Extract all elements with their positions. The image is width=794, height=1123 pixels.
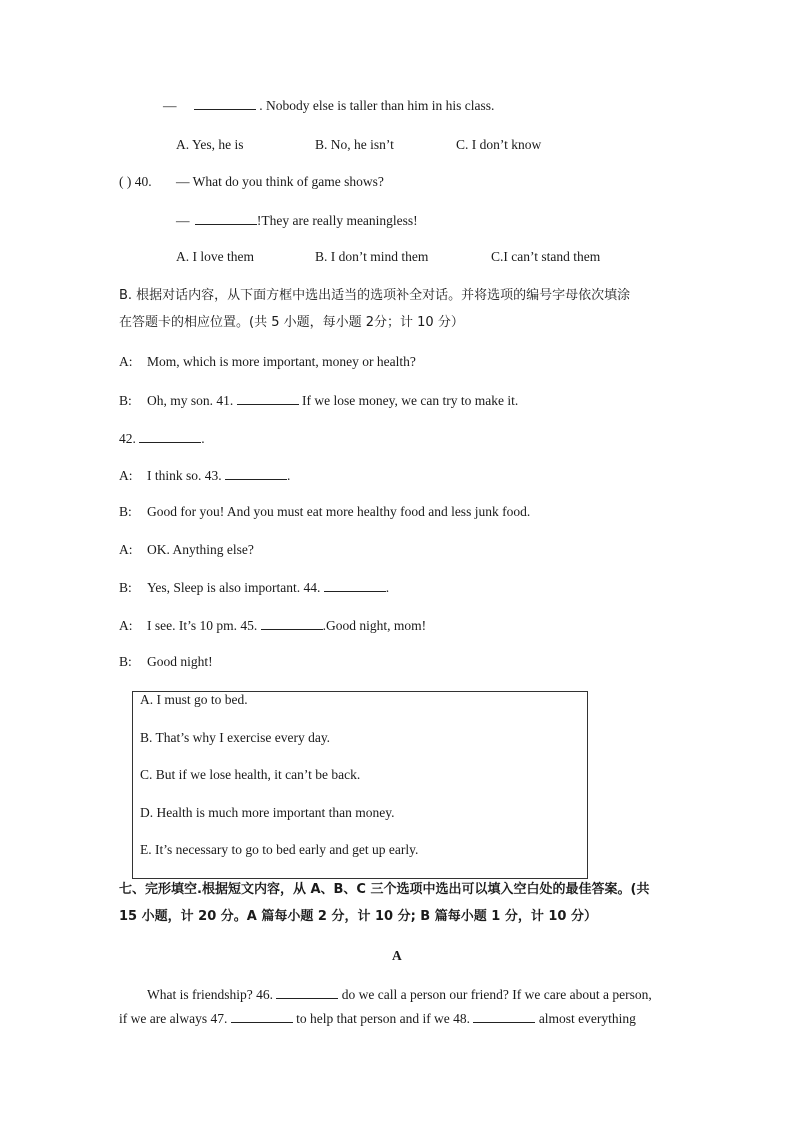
speaker-label: A: [119, 468, 133, 483]
q40-option-b: B. I don’t mind them [315, 249, 429, 264]
q39-answer-blank[interactable] [194, 97, 256, 110]
blank-45[interactable] [261, 617, 323, 630]
dialogue-line-9 [119, 654, 213, 670]
passage-text: What is friendship? 46. [147, 987, 273, 1002]
blank-44[interactable] [324, 579, 386, 592]
dialogue-text: I see. It’s 10 pm. 45. [147, 618, 258, 633]
blank-41[interactable] [237, 392, 299, 405]
section-b-instruction-1: B. 根据对话内容，从下面方框中选出适当的选项补全对话。并将选项的编号字母依次填涂 [119, 288, 631, 303]
speaker-label: A: [119, 354, 133, 369]
q39-option-a: A. Yes, he is [176, 137, 244, 152]
box-option-c: C. But if we lose health, it can’t be back. [140, 767, 361, 782]
dialogue-text-after: . [385, 580, 390, 595]
box-option-d: D. Health is much more important than money. [140, 805, 395, 820]
passage-text: do we call a person our friend? If we care about a person, [338, 987, 652, 1002]
dialogue-text-after: .Good night, mom! [322, 618, 427, 633]
q40-option-a: A. I love them [176, 249, 254, 264]
dialogue-line-7 [119, 579, 389, 596]
dialogue-text: I think so. 43. [147, 468, 222, 483]
dialogue-text: Mom, which is more important, money or health? [147, 354, 416, 369]
dialogue-line-6 [119, 542, 254, 558]
dialogue-line-2 [119, 392, 518, 409]
dialogue-text: Good night! [147, 654, 213, 669]
blank-43[interactable] [225, 467, 287, 480]
passage-line-2 [119, 1010, 636, 1027]
dialogue-text-after: . [287, 468, 291, 483]
q39-text: . Nobody else is taller than him in his class. [255, 98, 495, 113]
dialogue-line-8 [119, 617, 426, 634]
box-option-e: E. It’s necessary to go to bed early and get up early. [140, 842, 419, 857]
q40-answer-blank[interactable] [195, 212, 257, 225]
q40-reply-dash: — [176, 213, 190, 228]
q40-option-c: C.I can’t stand them [491, 249, 601, 264]
speaker-label: B: [119, 504, 132, 519]
dialogue-text: OK. Anything else? [147, 542, 254, 557]
q40-reply-text: !They are really meaningless! [256, 213, 418, 228]
q39-dash: — [163, 98, 177, 113]
dialogue-line-4 [119, 467, 290, 484]
dialogue-text-after: . [201, 431, 205, 446]
dialogue-text: Yes, Sleep is also important. 44. [147, 580, 321, 595]
speaker-label: B: [119, 654, 132, 669]
blank-42[interactable] [139, 430, 201, 443]
dialogue-text-after: If we lose money, we can try to make it. [298, 393, 519, 408]
box-option-a: A. I must go to bed. [140, 692, 248, 707]
speaker-label: B: [119, 393, 132, 408]
speaker-label: A: [119, 542, 133, 557]
q40-question: — What do you think of game shows? [176, 174, 384, 189]
blank-46[interactable] [276, 986, 338, 999]
q39-line [163, 97, 494, 114]
dialogue-line-5 [119, 504, 530, 520]
dialogue-line-1 [119, 354, 416, 370]
dialogue-text: Oh, my son. 41. [147, 393, 234, 408]
q40-reply [176, 212, 418, 229]
section-7-instruction-2: 15 小题，计 20 分。A 篇每小题 2 分，计 10 分; B 篇每小题 1 分，计 10 分） [119, 909, 597, 924]
dialogue-text: Good for you! And you must eat more healthy food and less junk food. [147, 504, 531, 519]
dialogue-text: 42. [119, 431, 136, 446]
section-b-instruction-2: 在答题卡的相应位置。(共 5 小题，每小题 2分；计 10 分） [119, 315, 464, 330]
box-option-b: B. That’s why I exercise every day. [140, 730, 331, 745]
passage-text: if we are always 47. [119, 1011, 228, 1026]
passage-line-1 [147, 986, 652, 1003]
speaker-label: A: [119, 618, 133, 633]
q40-number: ( ) 40. [119, 174, 152, 189]
speaker-label: B: [119, 580, 132, 595]
q39-option-b: B. No, he isn’t [315, 137, 394, 152]
passage-text: almost everything [535, 1011, 636, 1026]
q39-option-c: C. I don’t know [456, 137, 542, 152]
blank-47[interactable] [231, 1010, 293, 1023]
blank-48[interactable] [473, 1010, 535, 1023]
dialogue-line-3 [119, 430, 205, 447]
section-7-instruction-1: 七、完形填空.根据短文内容，从 A、B、C 三个选项中选出可以填入空白处的最佳答案。(共 [119, 882, 650, 897]
passage-text: to help that person and if we 48. [292, 1011, 471, 1026]
passage-heading: A [392, 948, 402, 963]
